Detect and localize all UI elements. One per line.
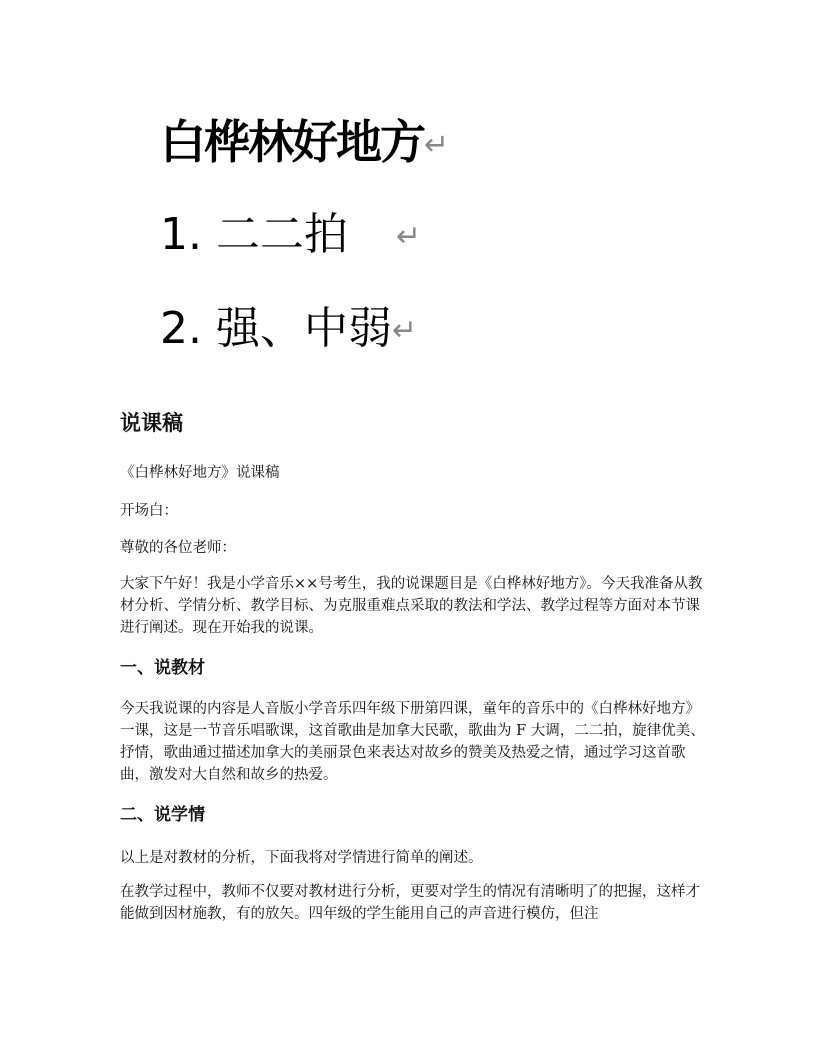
image-line-2 — [160, 302, 417, 358]
intro-paragraph: 大家下午好！我是小学音乐××号考生，我的说课题目是《白桦林好地方》。今天我准备从教材分析、学情分析、教学目标、为克服重难点采取的教法和学法、教学过程等方面对本节课进行阐述。现在开始我的说课。 — [120, 576, 703, 636]
materials-paragraph: 今天我说课的内容是人音版小学音乐四年级下册第四课，童年的音乐中的《白桦林好地方》一课，这是一节音乐唱歌课，这首歌曲是加拿大民歌，歌曲为 F 大调，二二拍，旋律优美、抒情，歌曲通过描述加拿大的美丽景色来表达对故乡的赞美及热爱之情，通过学习这首歌曲，激发对大自然和故乡的热爱。 — [120, 701, 705, 783]
students-paragraph-2: 在教学过程中，教师不仅要对教材进行分析，更要对学生的情况有清晰明了的把握，这样才能做到因材施教，有的放矢。四年级的学生能用自己的声音进行模仿，但注 — [120, 884, 700, 922]
opening-label: 开场白： — [120, 503, 178, 519]
section-heading-materials: 一、说教材 — [120, 658, 205, 678]
return-mark-icon: ↵ — [391, 313, 418, 348]
document-subtitle: 《白桦林好地方》说课稿 — [120, 465, 280, 481]
image-line-1-text: 1. 二二拍 — [160, 209, 348, 260]
image-line-2-text: 2. 强、中弱 — [160, 303, 392, 354]
image-title — [160, 112, 447, 176]
section-heading-students: 二、说学情 — [120, 805, 205, 825]
image-title-text: 白桦林好地方 — [160, 115, 424, 169]
image-line-1 — [160, 208, 421, 264]
return-mark-icon: ↵ — [395, 219, 422, 254]
document-heading: 说课稿 — [120, 411, 183, 435]
students-paragraph-1: 以上是对教材的分析，下面我将对学情进行简单的阐述。 — [120, 850, 483, 866]
greeting: 尊敬的各位老师： — [120, 540, 236, 556]
return-mark-icon: ↵ — [424, 127, 448, 163]
